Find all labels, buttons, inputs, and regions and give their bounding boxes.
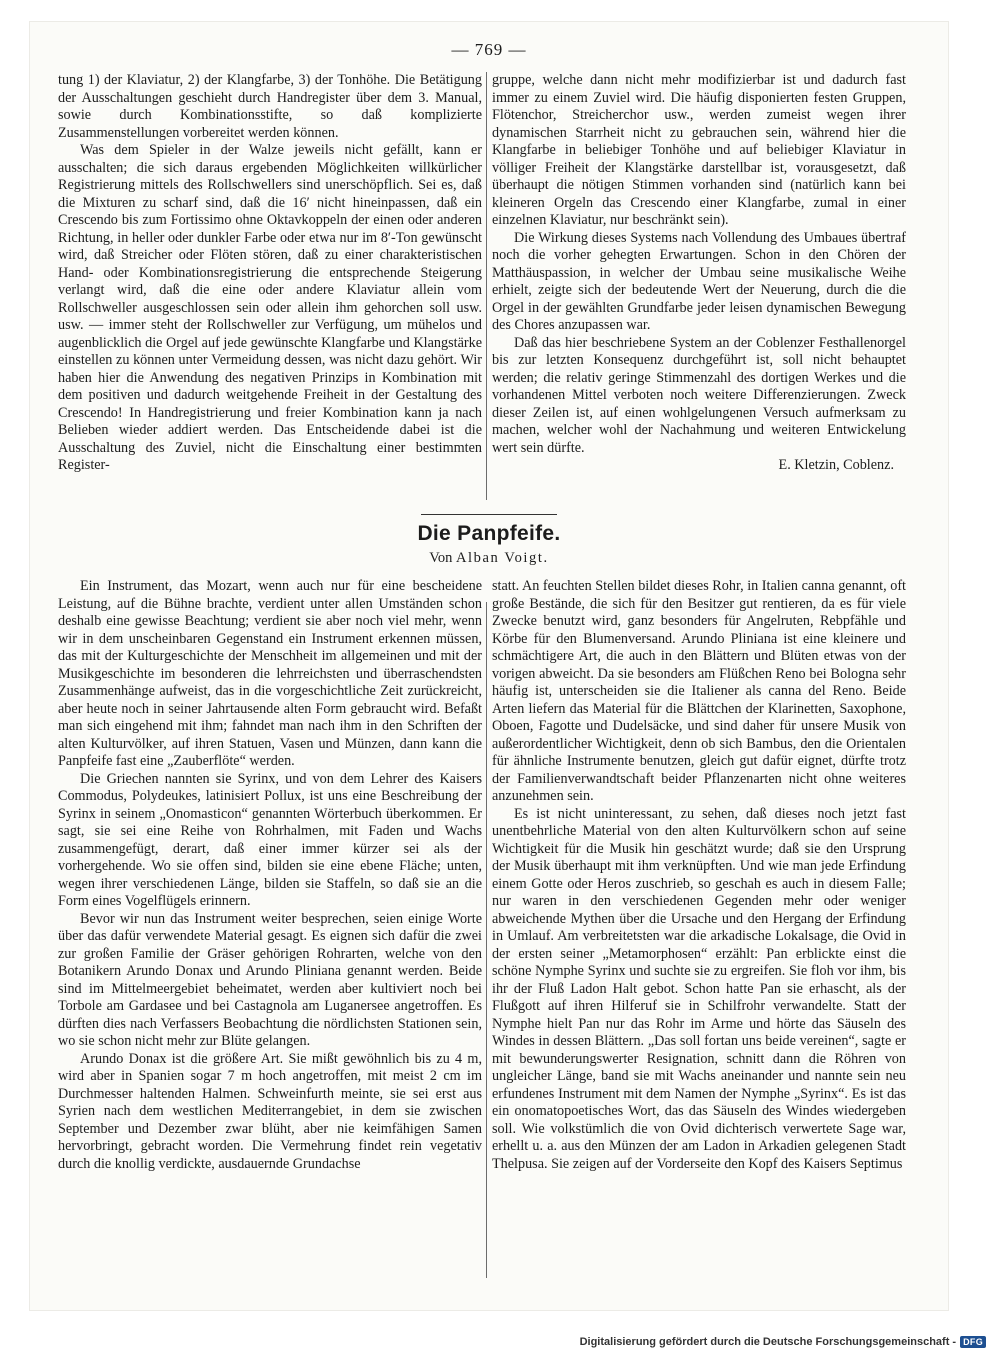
- top-left-column: [58, 72, 482, 475]
- page-scan: [30, 22, 948, 1310]
- section-divider: [421, 514, 557, 515]
- byline-prefix: Von: [429, 550, 453, 566]
- paragraph: Es ist nicht uninteressant, zu sehen, daß dieses noch jetzt fast unentbehrliche Material von den alten Kulturvölkern schon auf seine Wichtigkeit für die Musik hin geschätzt wurde; daß sie den Ursprung der Musik überhaupt mit ihm verknüpften. Und wie man jede Erfindung einem Gotte oder Heros zuschrieb, so geschah es auch in diesem Falle; nur waren in den verschiedenen Gegenden mehr oder weniger abweichende Mythen über die Ursache und den Hergang der Erfindung in Umlauf. Am verbreitetsten war die arkadische Lokalsage, die Ovid in der ersten seiner „Metamorphosen“ erzählt: Pan erblickte einst die schöne Nymphe Syrinx und suchte sie zu ergreifen. Sie floh vor ihm, bis ihr der Fluß Ladon Halt gebot. Schon hatte Pan sie erhascht, als der Flußgott auf ihren Hilferuf sie in Schilfrohr verwandelte. Statt der Nymphe hielt Pan nur das Rohr im Arme und hörte das Säuseln des Windes in dessen Blättern. „Das soll fortan uns beide vereinen“, sagte er mit bewunderungswerter Resignation, schnitt dann die Röhren von ungleicher Länge, band sie mit Wachs aneinander und nannte sein neu erfundenes Instrument mit dem Namen der Nymphe „Syrinx“. Es ist das ein onomatopoetisches Wort, das das Säuseln des Windes wiedergeben soll. Wie volkstümlich die von Ovid dichterisch verwertete Sage war, erhellt u. a. aus den Münzen der am Ladon in Arkadien gelegenen Stadt Thelpusa. Sie zeigen auf der Vorderseite den Kopf des Kaisers Septimus: [492, 805, 906, 1172]
- column-divider: [486, 72, 487, 500]
- paragraph: Die Griechen nannten sie Syrinx, und von dem Lehrer des Kaisers Commodus, Polydeukes, latinisiert Pollux, ist uns eine Beschreibung der Syrinx in seinem „Onomasticon“ genannten Wörterbuch überkommen. Er sagt, sie sei eine Reihe von Rohrhalmen, mit Faden und Wachs zusammengefügt, derart, daß einer immer kürzer sei als der vorhergehende. Wo sie offen sind, bilden sie eine ebene Fläche; unten, wegen ihrer verschiedenen Länge, bilden sie Staffeln, so daß sie an die Form eines Vogelflügels erinnern.: [58, 770, 482, 909]
- paragraph: Daß das hier beschriebene System an der Coblenzer Festhallenorgel bis zur letzten Konsequenz durchgeführt ist, soll nicht behauptet werden; die relativ geringe Stimmenzahl des dortigen Werkes und die vorhandenen Mittel verboten noch weitere Differenzierungen. Zweck dieser Zeilen ist, auf einen wohlgelungenen Versuch aufmerksam zu machen, welcher wohl der Nachahmung und weiteren Entwickelung wert sein dürfte.: [492, 334, 906, 456]
- paragraph: Arundo Donax ist die größere Art. Sie mißt gewöhnlich bis zu 4 m, wird aber in Spanien sogar 7 m hoch angetroffen, mit meist 2 cm im Durchmesser haltenden Halmen. Schweinfurth meinte, sie sei erst aus Syrien nach dem westlichen Mediterrangebiet, in dem sie zwischen September und Dezember zwar blüht, aber nie keimfähigen Samen hervorbringt, gebracht worden. Die Vermehrung findet rein vegetativ durch die knollig verdickte, ausdauernde Grundachse: [58, 1050, 482, 1172]
- dfg-logo-icon: DFG: [960, 1336, 986, 1348]
- signature: E. Kletzin, Coblenz.: [778, 457, 894, 473]
- author-name: Alban Voigt.: [455, 550, 549, 566]
- bottom-left-column: [58, 578, 482, 1173]
- article-byline: [30, 550, 948, 567]
- digitization-credit: [580, 1336, 986, 1348]
- paragraph: Was dem Spieler in der Walze jeweils nicht gefällt, kann er ausschalten; die sich daraus ergebenden Möglichkeiten willkürlicher Registrierung mittels des Rollschwellers sind unerschöpflich. Sei es, daß die Mixturen zu scharf sind, daß die 16′ nicht hineinpassen, daß ein Crescendo bis zum Fortissimo ohne Oktavkoppeln der einen oder anderen Richtung, in heller oder dunkler Farbe oder etwa nur im 8′-Ton gewünscht wird, daß Streicher oder Flöten stören, daß zu einer charakteristischen Hand- oder Kombinationsregistrierung die entsprechende Steigerung verlangt wird, daß die eine oder andere Klaviatur allein vom Rollschweller ausgeschlossen sein oder allein ihm gehorchen soll usw. usw. — immer steht der Rollschweller zur Verfügung, um mühelos und augenblicklich die Orgel auf jede gewünschte Klangfarbe und Klangstärke einstellen zu können unter Vermeidung dessen, was nicht dazu gehört. Wir haben hier die Anwendung des negativen Prinzips in Kombination mit dem positiven und dadurch weitgehende Freiheit in der Gestaltung des Crescendo! In Handregistrierung und freier Kombination kann ja nach Belieben wieder addiert werden. Das Entscheidende dabei ist die Ausschaltung des Zuviel, nicht die Einschaltung einer bestimmten Register-: [58, 142, 482, 473]
- paragraph: tung 1) der Klaviatur, 2) der Klangfarbe, 3) der Tonhöhe. Die Betätigung der Ausschaltungen geschieht durch Handregister über dem 3. Manual, sowie durch Kombinationsstifte, so daß komplizierte Zusammenstellungen vorbereitet werden können.: [58, 72, 482, 141]
- paragraph: Die Wirkung dieses Systems nach Vollendung des Umbaues übertraf noch die vorher gehegten Erwartungen. Schon in den Chören der Matthäuspassion, in welcher der Umbau seine musikalische Weihe erhielt, zeigte sich der bedeutende Wert der Neuerung, durch die die Orgel in der gewählten Grundfarbe jeder leisen dynamischen Bewegung des Chores anzupassen war.: [492, 229, 906, 333]
- paragraph: gruppe, welche dann nicht mehr modifizierbar ist und dadurch fast immer zu einem Zuviel wird. Die häufig disponierten festen Gruppen, Flötenchor, Streicherchor usw., werden zumeist wegen ihrer dynamischen Starrheit nicht zu gebrauchen sein, während hier die Klangfarbe in beliebiger Tonhöhe und auf beliebiger Klaviatur in völliger Freiheit der Klangstärke darstellbar ist, vorausgesetzt, daß überhaupt die nötigen Stimmen vorhanden sind (natürlich kann bei kleineren Orgeln das Crescendo einer Klangfarbe, zumal in einer einzelnen Klaviatur, nur beschränkt sein).: [492, 72, 906, 228]
- article-title: Die Panpfeife.: [417, 522, 561, 545]
- paragraph: Ein Instrument, das Mozart, wenn auch nur für eine bescheidene Leistung, auf die Bühne brachte, verdient unter allen Umständen schon deshalb eine gewisse Beachtung; verdient sie aber noch viel mehr, wenn wir in dem unscheinbaren Gegenstand ein Instrument erkennen müssen, das mit der Kulturgeschichte der Menschheit im allgemeinen und mit der Musikgeschichte im besonderen die lehrreichsten und überraschendsten Zusammenhänge aufweist, das in die vorgeschichtliche Zeit zurückreicht, aber heute noch in seiner Jahrtausende alten Form gebraucht wird. Befaßt man sich eingehend mit ihm; fahndet man nach ihm in den Schriften der alten Kulturvölker, auf ihren Statuen, Vasen und Münzen, dann kann die Panpfeife fast eine „Zauberflöte“ werden.: [58, 578, 482, 769]
- paragraph: Bevor wir nun das Instrument weiter besprechen, seien einige Worte über das dafür verwendete Material gesagt. Es eignen sich dafür die zwei zur großen Familie der Gräser gehörigen Rohrarten, welche von den Botanikern Arundo Donax und Arundo Pliniana genannt werden. Beide sind im Mittelmeergebiet beheimatet, werden aber kultiviert noch bei Torbole am Gardasee und bei Castagnola am Luganersee angetroffen. Es dürften dies nach Verfassers Beobachtung die nördlichsten Stationen sein, wo sie schon nicht mehr zur Blüte gelangen.: [58, 910, 482, 1049]
- bottom-right-column: [492, 578, 906, 1173]
- column-divider: [486, 602, 487, 1278]
- paragraph: statt. An feuchten Stellen bildet dieses Rohr, in Italien canna genannt, oft große Bestände, die sich für den Besitzer gut rentieren, da es für viele Zwecke benutzt wird, ganz besonders für Angelruten, Rebpfähle und Körbe für den Blumenversand. Arundo Pliniana ist eine kleinere und schmächtigere Art, die auch in den Blättern und Blüten etwas von der vorigen abweicht. Da sie besonders am Flüßchen Reno bei Bologna sehr häufig ist, unterscheiden sie die Italiener als canna del Reno. Beide Arten liefern das Material für die Blättchen der Klarinetten, Saxophone, Oboen, Fagotte und Dudelsäcke, und sind daher für unsere Musik von außerordentlicher Wichtigkeit, denn ob sich Bambus, den die Orientalen für ähnliche Instrumente benutzen, gleich gut dafür eignet, dürfte trotz der Familienverwandtschaft beider Pflanzenarten nicht ohne weiteres anzunehmen sein.: [492, 578, 906, 804]
- page-number: — 769 —: [451, 40, 527, 59]
- top-right-column: [492, 72, 906, 475]
- credit-text: Digitalisierung gefördert durch die Deutsche Forschungsgemeinschaft -: [579, 1336, 957, 1348]
